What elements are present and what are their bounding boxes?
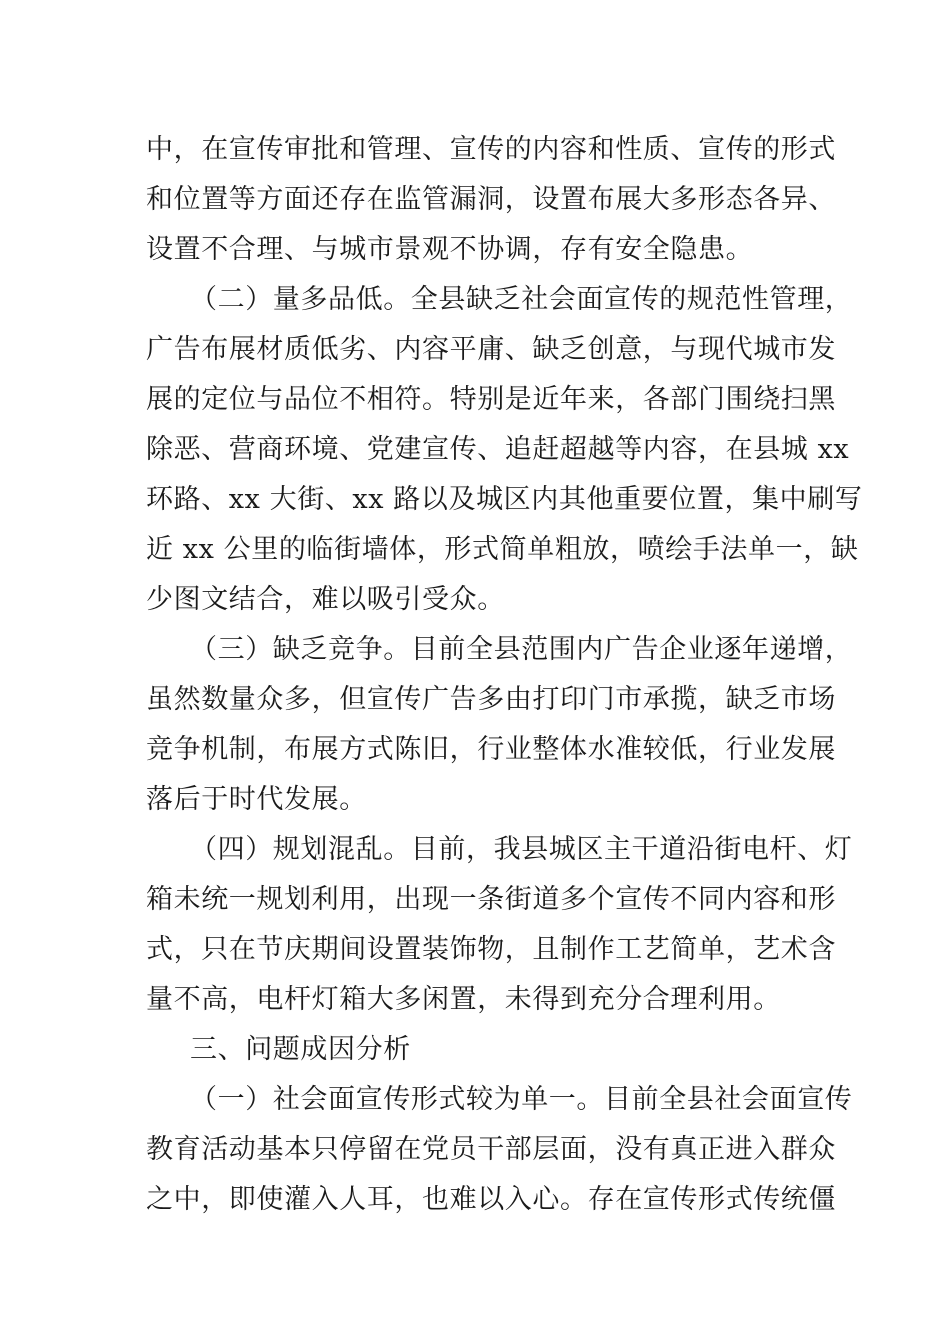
text-line: 展的定位与品位不相符。特别是近年来，各部门围绕扫黑 xyxy=(146,384,836,415)
paragraph-start-line: （一）社会面宣传形式较为单一。目前全县社会面宣传 xyxy=(190,1084,853,1115)
text-line: 虽然数量众多，但宣传广告多由打印门市承揽，缺乏市场 xyxy=(146,684,836,715)
text-line: 之中，即使灌入人耳，也难以入心。存在宣传形式传统僵 xyxy=(146,1184,836,1215)
text-line: 竞争机制，布展方式陈旧，行业整体水准较低，行业发展 xyxy=(146,734,836,765)
text-line: 广告布展材质低劣、内容平庸、缺乏创意，与现代城市发 xyxy=(146,334,836,365)
text-line: 量不高，电杆灯箱大多闲置，未得到充分合理利用。 xyxy=(146,984,781,1015)
text-line: 环路、xx 大街、xx 路以及城区内其他重要位置，集中刷写 xyxy=(146,484,863,515)
paragraph-start-line: （二）量多品低。全县缺乏社会面宣传的规范性管理， xyxy=(190,284,853,315)
text-line: 教育活动基本只停留在党员干部层面，没有真正进入群众 xyxy=(146,1134,836,1165)
text-line: 落后于时代发展。 xyxy=(146,784,367,815)
paragraph-start-line: （四）规划混乱。目前，我县城区主干道沿街电杆、灯 xyxy=(190,834,853,865)
text-line: 中，在宣传审批和管理、宣传的内容和性质、宣传的形式 xyxy=(146,134,836,165)
text-line: 式，只在节庆期间设置装饰物，且制作工艺简单，艺术含 xyxy=(146,934,836,965)
text-line: 少图文结合，难以吸引受众。 xyxy=(146,584,505,615)
text-line: 设置不合理、与城市景观不协调，存有安全隐患。 xyxy=(146,234,754,265)
text-line: 和位置等方面还存在监管漏洞，设置布展大多形态各异、 xyxy=(146,184,836,215)
section-heading: 三、问题成因分析 xyxy=(190,1034,411,1065)
text-line: 除恶、营商环境、党建宣传、追赶超越等内容，在县城 xx xyxy=(146,434,850,465)
paragraph-start-line: （三）缺乏竞争。目前全县范围内广告企业逐年递增， xyxy=(190,634,853,665)
text-line: 箱未统一规划利用，出现一条街道多个宣传不同内容和形 xyxy=(146,884,836,915)
text-line: 近 xx 公里的临街墙体，形式简单粗放，喷绘手法单一，缺 xyxy=(146,534,859,565)
